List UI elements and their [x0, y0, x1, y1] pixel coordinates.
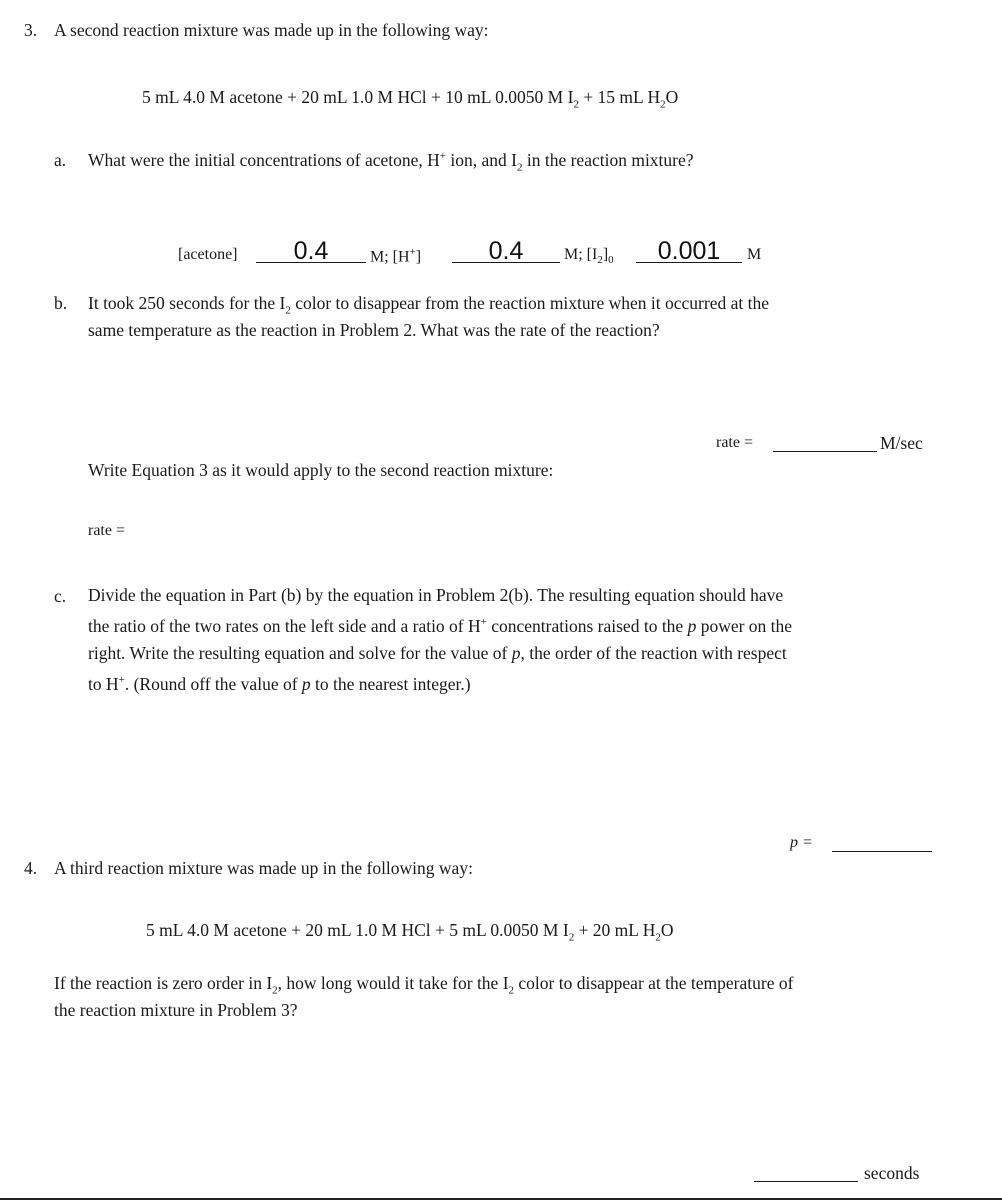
- rate-unit: M/sec: [880, 433, 923, 453]
- part-a-label: a.: [54, 150, 67, 170]
- acetone-label: [acetone]: [178, 246, 238, 263]
- part-a-question: What were the initial concentrations of acetone, H+ ion, and $I_2$ in the reaction mixture?: [88, 150, 694, 174]
- part-b-line-1: It took 250 seconds for the $I_2$ color to disappear from the reaction mixture when it occurred at the: [88, 293, 769, 317]
- h-ion-blank[interactable]: [452, 237, 560, 268]
- problem-4-mixture: 5 mL 4.0 M acetone + 20 mL 1.0 M HCl + 5 mL 0.0050 M $I_2 + 20$ mL $H_2O$: [146, 920, 674, 944]
- rate-label: rate =: [716, 434, 753, 451]
- iodine-unit: M: [747, 246, 762, 263]
- acetone-answer: 0.4: [293, 237, 329, 265]
- iodine-blank[interactable]: [636, 237, 742, 268]
- p-blank[interactable]: [832, 833, 932, 857]
- part-c-line-1: Divide the equation in Part (b) by the equation in Problem 2(b). The resulting equation should have: [88, 585, 784, 605]
- problem-3-number: 3.: [24, 20, 38, 40]
- problem-4-question-line-2: the reaction mixture in Problem 3?: [54, 1000, 298, 1020]
- equation-prompt: Write Equation 3 as it would apply to the second reaction mixture:: [88, 460, 554, 480]
- seconds-unit: seconds: [864, 1163, 920, 1183]
- seconds-blank[interactable]: [754, 1163, 858, 1187]
- problem-4-intro: A third reaction mixture was made up in the following way:: [54, 858, 473, 878]
- h-ion-label: M; [H+]: [370, 246, 422, 266]
- part-b-line-2: same temperature as the reaction in Problem 2. What was the rate of the reaction?: [88, 320, 660, 340]
- acetone-blank[interactable]: [256, 237, 366, 268]
- part-c-label: c.: [54, 586, 67, 606]
- part-c-line-4: to H+. (Round off the value of p to the nearest integer.): [88, 673, 471, 694]
- iodine-answer: 0.001: [657, 237, 721, 265]
- rate-blank[interactable]: [773, 433, 877, 457]
- part-c-text: [88, 582, 938, 698]
- h-ion-answer: 0.4: [488, 237, 524, 265]
- problem-4-question-line-1: If the reaction is zero order in $I_2$, how long would it take for the $I_2$ color to disappear at the temperature of: [54, 973, 794, 997]
- problem-3-mixture: 5 mL 4.0 M acetone + 20 mL 1.0 M HCl + 10 mL 0.0050 M $I_2 + 15$ mL $H_2O$: [142, 87, 679, 111]
- part-c-line-3: right. Write the resulting equation and solve for the value of p, the order of the reaction with respect: [88, 642, 787, 663]
- problem-4-number: 4.: [24, 858, 38, 878]
- part-c-line-2: the ratio of the two rates on the left side and a ratio of H+ concentrations raised to the p power on the: [88, 615, 793, 636]
- rate-equation-label: rate =: [88, 522, 125, 539]
- part-b-label: b.: [54, 293, 68, 313]
- problem-3-intro: A second reaction mixture was made up in the following way:: [54, 20, 489, 40]
- iodine-label: M; $[I_2]_0$: [564, 246, 614, 267]
- p-label: p =: [790, 834, 813, 851]
